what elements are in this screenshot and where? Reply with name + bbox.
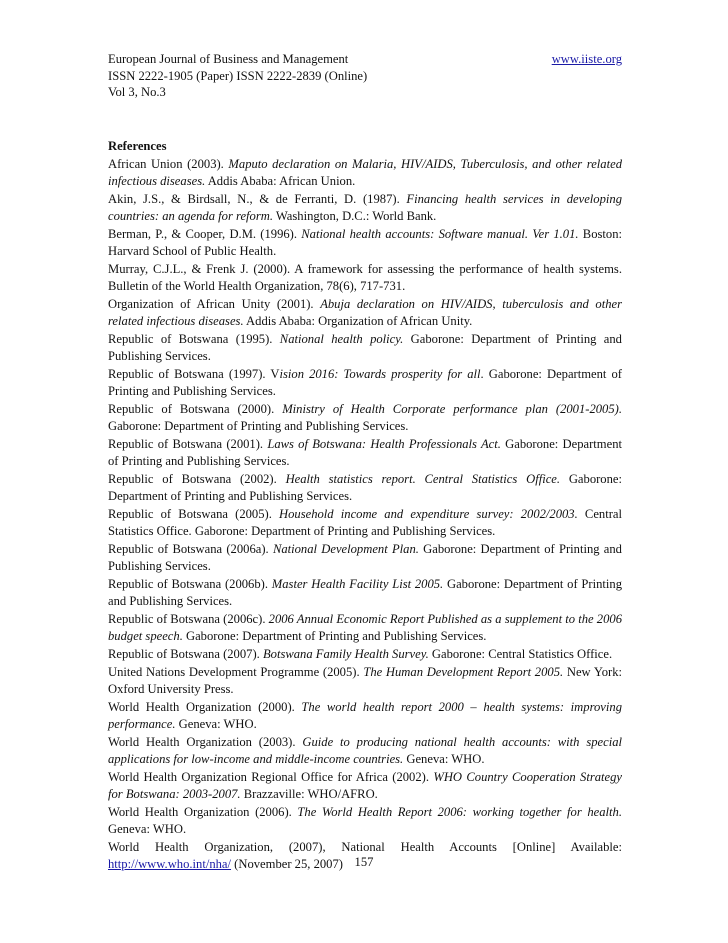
reference-publisher: Geneva: WHO. — [403, 752, 485, 766]
references-list — [108, 156, 622, 838]
reference-item — [108, 506, 622, 540]
reference-publisher: Central Statistics Office. Gaborone: Department of Printing and Publishing Services. — [108, 507, 623, 538]
reference-title: National Development Plan. — [272, 542, 419, 556]
reference-publisher: Addis Ababa: African Union. — [205, 174, 356, 188]
reference-publisher: Gaborone: Department of Printing and Publishing Services. — [182, 629, 487, 643]
references-section — [108, 138, 622, 874]
reference-author: Murray, C.J.L., & Frenk J. (2000). A framework for assessing the performance of health systems. Bulletin of the World Health Organization, 78(6), 717-731. — [108, 262, 622, 293]
who-nha-link[interactable]: http://www.who.int/nha/ — [108, 857, 232, 871]
reference-publisher: Gaborone: Central Statistics Office. — [428, 647, 613, 661]
reference-text: World Health Organization, (2007), National Health Accounts [Online] Available: — [108, 840, 622, 854]
reference-publisher: Washington, D.C.: World Bank. — [273, 209, 437, 223]
website-link[interactable]: www.iiste.org — [551, 52, 622, 66]
reference-title: Abuja declaration on HIV/AIDS, tuberculosis and other related infectious diseases. — [108, 297, 623, 328]
reference-author: Republic of Botswana (2001). — [108, 437, 268, 451]
reference-title: Ministry of Health Corporate performance plan (2001-2005). — [282, 402, 622, 416]
reference-item — [108, 331, 622, 365]
reference-publisher: Gaborone: Department of Printing and Publishing Services. — [108, 332, 622, 363]
reference-author: World Health Organization Regional Office for Africa (2002). — [108, 770, 434, 784]
reference-publisher: New York: Oxford University Press. — [108, 665, 622, 696]
reference-item — [108, 156, 622, 190]
reference-date: (November 25, 2007) — [231, 857, 343, 871]
reference-title: Health statistics report. Central Statistics Office. — [285, 472, 561, 486]
reference-author: Akin, J.S., & Birdsall, N., & de Ferranti, D. (1987). — [108, 192, 407, 206]
reference-author: Republic of Botswana (1995). — [108, 332, 280, 346]
reference-item — [108, 261, 622, 295]
reference-title: National health policy. — [279, 332, 404, 346]
reference-item — [108, 226, 622, 260]
reference-title: Master Health Facility List 2005. — [271, 577, 444, 591]
reference-author: Republic of Botswana (2006a). — [108, 542, 273, 556]
reference-author: Berman, P., & Cooper, D.M. (1996). — [108, 227, 302, 241]
reference-title: Maputo declaration on Malaria, HIV/AIDS, Tuberculosis, and other related infectious diseases. — [108, 157, 622, 188]
reference-title: WHO Country Cooperation Strategy for Botswana: 2003-2007. — [108, 770, 622, 801]
reference-publisher: Boston: Harvard School of Public Health. — [108, 227, 622, 258]
issn-line: ISSN 2222-1905 (Paper) ISSN 2222-2839 (Online) — [108, 68, 368, 83]
reference-author: World Health Organization (2006). — [108, 805, 298, 819]
reference-title: National health accounts: Software manual. Ver 1.01. — [301, 227, 579, 241]
page-number: 157 — [354, 855, 374, 869]
reference-title: Guide to producing national health accounts: with special applications for low-income and middle-income countries. — [108, 735, 622, 766]
reference-item — [108, 366, 622, 400]
reference-title: Botswana Family Health Survey. — [262, 647, 429, 661]
reference-item — [108, 576, 622, 610]
page-header — [108, 51, 622, 101]
journal-name: European Journal of Business and Management — [108, 52, 349, 66]
reference-publisher: Gaborone: Department of Printing and Publishing Services. — [108, 472, 622, 503]
reference-item — [108, 804, 622, 838]
reference-author: Republic of Botswana (1997). V — [108, 367, 280, 381]
reference-item — [108, 734, 622, 768]
reference-title: Financing health services in developing countries: an agenda for reform. — [108, 192, 622, 223]
reference-author: Republic of Botswana (2005). — [108, 507, 280, 521]
reference-publisher: Geneva: WHO. — [108, 822, 187, 836]
reference-title: The Human Development Report 2005. — [363, 665, 564, 679]
reference-item — [108, 541, 622, 575]
reference-author: World Health Organization (2000). — [108, 700, 302, 714]
reference-item — [108, 611, 622, 645]
reference-item — [108, 699, 622, 733]
reference-publisher: Gaborone: Department of Printing and Publishing Services. — [108, 542, 622, 573]
reference-item — [108, 769, 622, 803]
reference-item — [108, 401, 622, 435]
reference-publisher: Geneva: WHO. — [175, 717, 257, 731]
reference-publisher: Gaborone: Department of Printing and Publishing Services. — [108, 419, 409, 433]
reference-author: Republic of Botswana (2006c). — [108, 612, 269, 626]
reference-author: Republic of Botswana (2006b). — [108, 577, 272, 591]
reference-title: The World Health Report 2006: working together for health. — [297, 805, 622, 819]
reference-item — [108, 664, 622, 698]
reference-author: Republic of Botswana (2007). — [108, 647, 263, 661]
reference-author: Republic of Botswana (2000). — [108, 402, 283, 416]
volume-line: Vol 3, No.3 — [108, 85, 166, 99]
reference-title: ision 2016: Towards prosperity for all — [279, 367, 481, 381]
header-top-row — [108, 51, 622, 68]
reference-item — [108, 191, 622, 225]
reference-publisher: Addis Ababa: Organization of African Unity. — [243, 314, 473, 328]
reference-author: African Union (2003). — [108, 157, 229, 171]
reference-publisher: Gaborone: Department of Printing and Publishing Services. — [108, 437, 622, 468]
reference-author: Republic of Botswana (2002). — [108, 472, 286, 486]
reference-author: World Health Organization (2003). — [108, 735, 303, 749]
reference-item — [108, 296, 622, 330]
reference-author: Organization of African Unity (2001). — [108, 297, 321, 311]
reference-item — [108, 646, 622, 663]
reference-publisher: Brazzaville: WHO/AFRO. — [240, 787, 378, 801]
reference-item — [108, 471, 622, 505]
reference-title: 2006 Annual Economic Report Published as a supplement to the 2006 budget speech. — [108, 612, 622, 643]
references-heading: References — [108, 139, 167, 153]
reference-title: The world health report 2000 – health systems: improving performance. — [108, 700, 622, 731]
reference-title: Household income and expenditure survey: 2002/2003. — [279, 507, 578, 521]
reference-publisher: Gaborone: Department of Printing and Publishing Services. — [108, 577, 622, 608]
reference-item — [108, 436, 622, 470]
reference-author: United Nations Development Programme (2005). — [108, 665, 364, 679]
reference-title: Laws of Botswana: Health Professionals Act. — [267, 437, 501, 451]
reference-publisher: . Gaborone: Department of Printing and Publishing Services. — [108, 367, 622, 398]
